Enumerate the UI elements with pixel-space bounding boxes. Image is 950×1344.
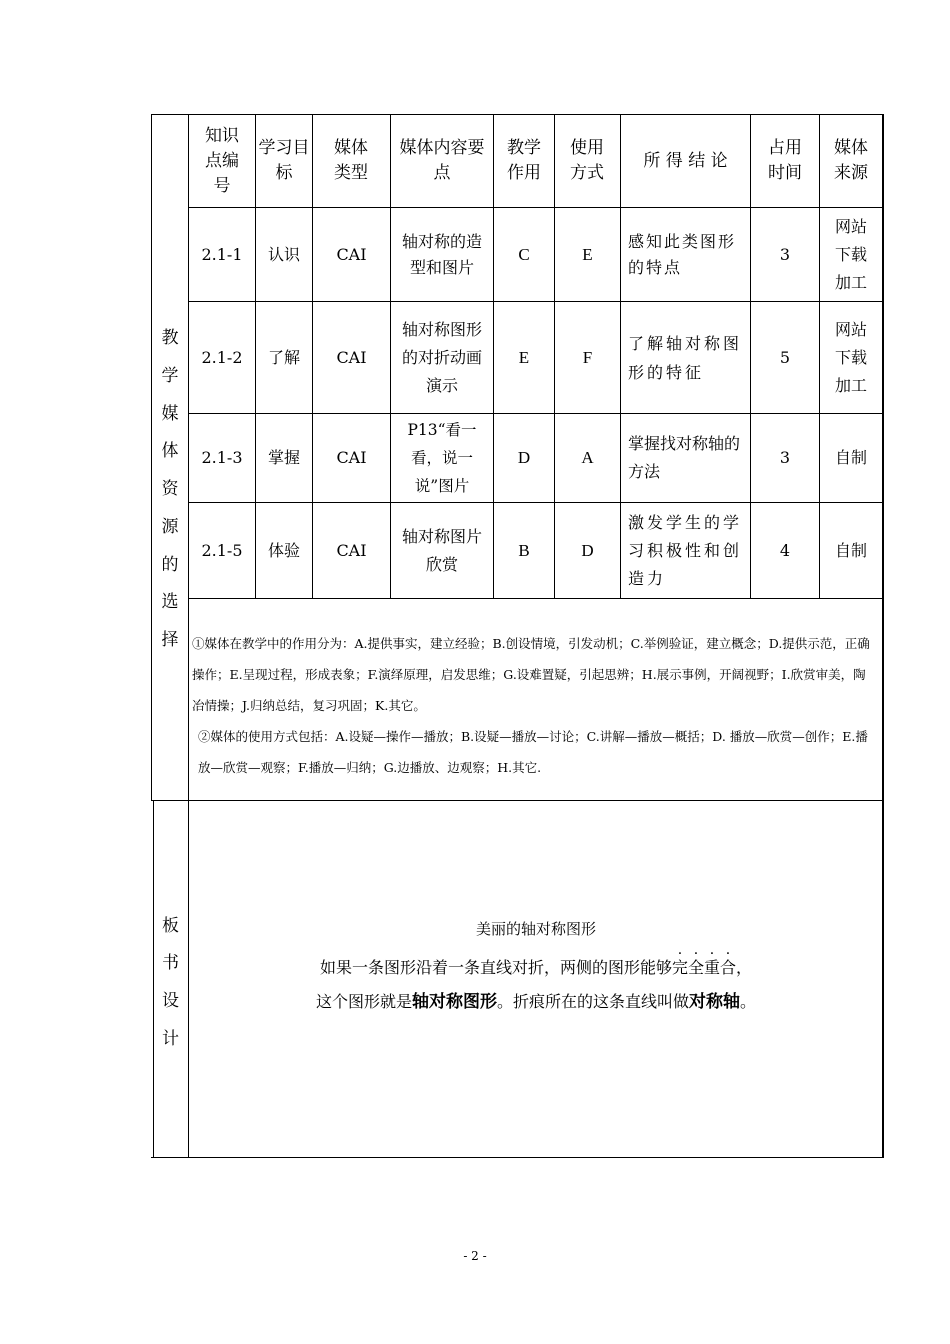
cell-mode: F — [582, 347, 593, 367]
header-source: 媒体来源 — [834, 138, 868, 183]
header-teaching-role: 教学作用 — [507, 138, 541, 183]
cell-time: 3 — [779, 244, 791, 264]
cell-id: 2.1-1 — [201, 244, 243, 264]
cell-type: CAI — [336, 540, 367, 560]
cell-time: 4 — [779, 540, 791, 560]
cell-goal: 体验 — [267, 540, 300, 560]
label-char: 书 — [162, 953, 179, 974]
label-char: 选 — [161, 592, 179, 613]
page-number: - 2 - — [463, 1249, 487, 1263]
label-char: 的 — [161, 554, 179, 575]
cell-role: E — [518, 347, 530, 367]
cell-role: C — [518, 244, 530, 264]
cell-content: P13“看一看，说一说”图片 — [407, 421, 477, 495]
cell-id: 2.1-5 — [201, 540, 243, 560]
term-axisymmetric-figure: 轴对称图形 — [411, 992, 497, 1012]
label-char: 板 — [162, 915, 179, 936]
cell-role: B — [518, 540, 530, 560]
note-usage-modes: ②媒体的使用方式包括：A.设疑—操作—播放；B.设疑—播放—讨论；C.讲解—播放—概括；D. 播放—欣赏—创作；E.播放—欣赏—观察；F.播放—归纳；G.边播放、边观察；H.其它. — [198, 729, 868, 775]
label-char: 源 — [161, 516, 179, 537]
cell-conclusion: 了解轴对称图形的特征 — [628, 333, 743, 382]
cell-goal: 掌握 — [267, 448, 300, 467]
label-char: 设 — [162, 991, 179, 1011]
section-label-board — [153, 908, 188, 1058]
cell-source: 自制 — [834, 540, 867, 560]
cell-type: CAI — [336, 448, 367, 467]
cell-goal: 认识 — [267, 244, 300, 264]
cell-conclusion: 感知此类图形的特点 — [628, 231, 737, 277]
cell-id: 2.1-2 — [201, 347, 243, 367]
cell-source: 网站下载加工 — [834, 216, 867, 292]
header-media-type: 媒体类型 — [334, 138, 368, 183]
cell-role: D — [517, 448, 531, 467]
cell-content: 轴对称图片欣赏 — [401, 526, 482, 574]
cell-type: CAI — [336, 347, 367, 367]
header-media-content: 媒体内容要点 — [399, 138, 485, 183]
cell-mode: D — [581, 540, 594, 560]
label-char: 择 — [161, 629, 179, 650]
board-line-1: 如果一条图形沿着一条直线对折，两侧的图形能够完全重合， — [319, 958, 753, 977]
board-title: 美丽的轴对称图形 — [475, 920, 596, 938]
term-symmetry-axis: 对称轴 — [689, 992, 740, 1012]
header-usage-mode: 使用方式 — [570, 138, 604, 183]
cell-content: 轴对称的造型和图片 — [401, 231, 482, 277]
cell-time: 3 — [779, 448, 791, 467]
label-char: 学 — [161, 366, 179, 387]
cell-id: 2.1-3 — [201, 448, 243, 467]
cell-content: 轴对称图形的对折动画演示 — [401, 319, 482, 395]
cell-mode: E — [582, 244, 593, 264]
cell-source: 网站下载加工 — [834, 319, 867, 395]
header-conclusion: 所 得 结 论 — [643, 150, 728, 171]
label-char: 资 — [161, 479, 179, 500]
board-line-2: 这个图形就是轴对称图形。折痕所在的这条直线叫做对称轴。 — [315, 992, 757, 1012]
cell-conclusion: 掌握找对称轴的方法 — [628, 434, 741, 481]
label-char: 体 — [161, 441, 179, 462]
label-char: 教 — [161, 328, 179, 349]
section-label-media — [152, 320, 188, 660]
cell-time: 5 — [779, 347, 791, 367]
cell-source: 自制 — [834, 448, 867, 467]
cell-type: CAI — [336, 244, 367, 264]
label-char: 媒 — [161, 403, 179, 424]
label-char: 计 — [162, 1028, 179, 1049]
header-learning-goal: 学习目标 — [258, 138, 310, 183]
cell-mode: A — [581, 448, 594, 467]
header-time: 占用时间 — [768, 138, 802, 183]
cell-goal: 了解 — [267, 347, 300, 367]
note-teaching-roles: ①媒体在教学中的作用分为：A.提供事实，建立经验；B.创设情境，引发动机；C.举例验证，建立概念；D.提供示范，正确操作；E.呈现过程，形成表象；F.演绎原理，启发思维；G.设难置疑，引起思辨；H.展示事例，开阔视野；I.欣赏审美，陶冶情操；J.归纳总结，复习巩固；K.其它。 — [192, 636, 870, 713]
header-knowledge-id: 知识点编号 — [205, 125, 239, 196]
media-notes — [192, 628, 878, 783]
cell-conclusion: 激发学生的学习积极性和创造力 — [628, 512, 743, 588]
